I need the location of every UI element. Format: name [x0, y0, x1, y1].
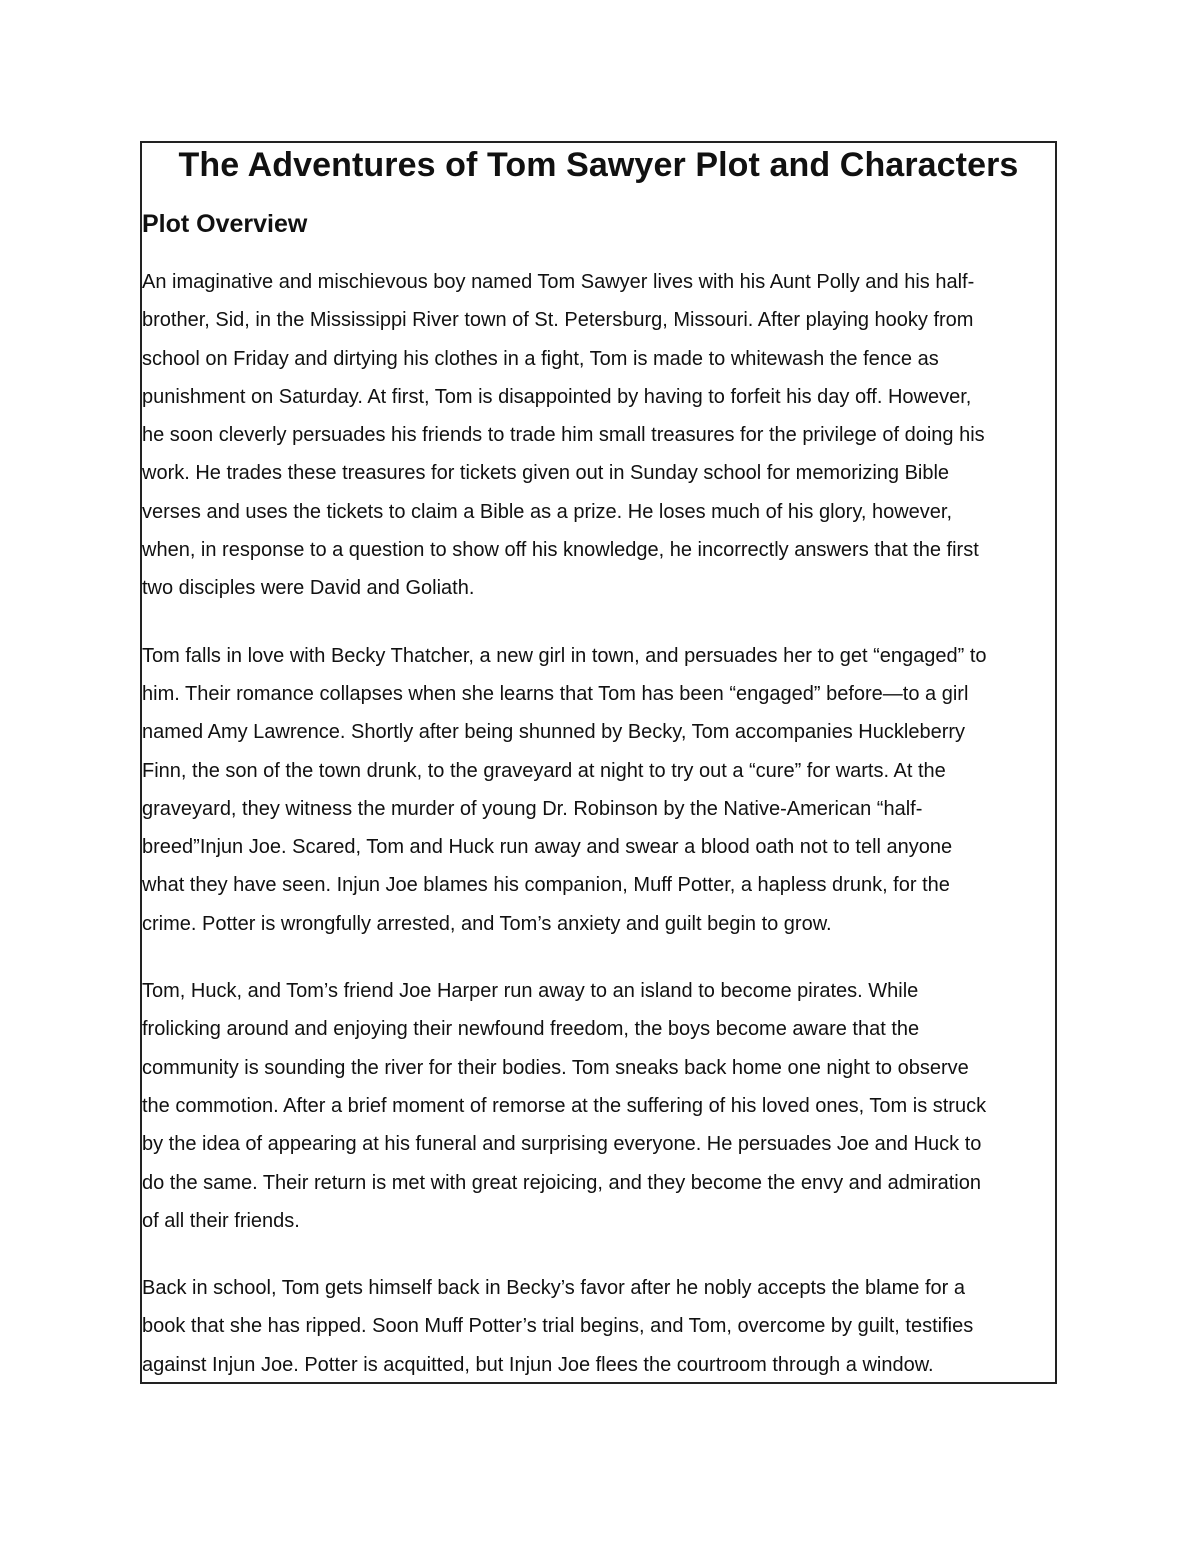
paragraph-line: crime. Potter is wrongfully arrested, and Tom’s anxiety and guilt begin to grow.	[142, 912, 832, 935]
paragraph-line: breed”Injun Joe. Scared, Tom and Huck run away and swear a blood oath not to tell anyone	[142, 836, 953, 859]
paragraph-2	[142, 637, 1055, 943]
paragraph-line: Finn, the son of the town drunk, to the graveyard at night to try out a “cure” for warts. At the	[142, 759, 946, 782]
paragraph-line: brother, Sid, in the Mississippi River town of St. Petersburg, Missouri. After playing hooky from	[142, 309, 974, 332]
paragraph-line: frolicking around and enjoying their newfound freedom, the boys become aware that the	[142, 1018, 920, 1041]
paragraph-line: the commotion. After a brief moment of remorse at the suffering of his loved ones, Tom is struck	[142, 1094, 987, 1117]
paragraph-line: Tom falls in love with Becky Thatcher, a new girl in town, and persuades her to get “engaged” to	[142, 644, 987, 667]
paragraph-line: when, in response to a question to show off his knowledge, he incorrectly answers that the first	[142, 539, 979, 562]
paragraph-line: work. He trades these treasures for tickets given out in Sunday school for memorizing Bible	[142, 462, 950, 485]
paragraph-4	[142, 1269, 1055, 1384]
paragraph-line: Tom, Huck, and Tom’s friend Joe Harper run away to an island to become pirates. While	[142, 980, 919, 1003]
text-frame	[140, 141, 1057, 1384]
paragraph-1	[142, 263, 1055, 608]
paragraph-line: graveyard, they witness the murder of young Dr. Robinson by the Native-American “half-	[142, 797, 923, 820]
paragraph-line: do the same. Their return is met with great rejoicing, and they become the envy and admiration	[142, 1171, 981, 1194]
paragraph-line: he soon cleverly persuades his friends to trade him small treasures for the privilege of doing his	[142, 424, 985, 447]
paragraph-line: Back in school, Tom gets himself back in Becky’s favor after he nobly accepts the blame for a	[142, 1277, 965, 1300]
paragraph-line: of all their friends.	[142, 1209, 300, 1232]
paragraph-line: what they have seen. Injun Joe blames his companion, Muff Potter, a hapless drunk, for the	[142, 874, 950, 897]
document-title: The Adventures of Tom Sawyer Plot and Characters	[178, 146, 1019, 184]
paragraph-line: him. Their romance collapses when she learns that Tom has been “engaged” before—to a girl	[142, 682, 969, 705]
paragraph-line: school on Friday and dirtying his clothes in a fight, Tom is made to whitewash the fence as	[142, 347, 939, 370]
section-heading-plot-overview: Plot Overview	[142, 210, 308, 238]
paragraph-line: two disciples were David and Goliath.	[142, 577, 475, 600]
paragraph-line: An imaginative and mischievous boy named Tom Sawyer lives with his Aunt Polly and his half-	[142, 271, 975, 293]
paragraph-line: by the idea of appearing at his funeral and surprising everyone. He persuades Joe and Huck to	[142, 1133, 982, 1156]
paragraph-line: community is sounding the river for their bodies. Tom sneaks back home one night to observe	[142, 1056, 969, 1079]
paragraph-line: verses and uses the tickets to claim a Bible as a prize. He loses much of his glory, however,	[142, 500, 952, 523]
paragraph-line: book that she has ripped. Soon Muff Potter’s trial begins, and Tom, overcome by guilt, testifies	[142, 1315, 974, 1338]
paragraph-line: punishment on Saturday. At first, Tom is disappointed by having to forfeit his day off. However,	[142, 385, 972, 408]
paragraph-line: named Amy Lawrence. Shortly after being shunned by Becky, Tom accompanies Huckleberry	[142, 721, 966, 744]
paragraph-line: against Injun Joe. Potter is acquitted, but Injun Joe flees the courtroom through a window.	[142, 1353, 934, 1376]
paragraph-3	[142, 972, 1055, 1240]
